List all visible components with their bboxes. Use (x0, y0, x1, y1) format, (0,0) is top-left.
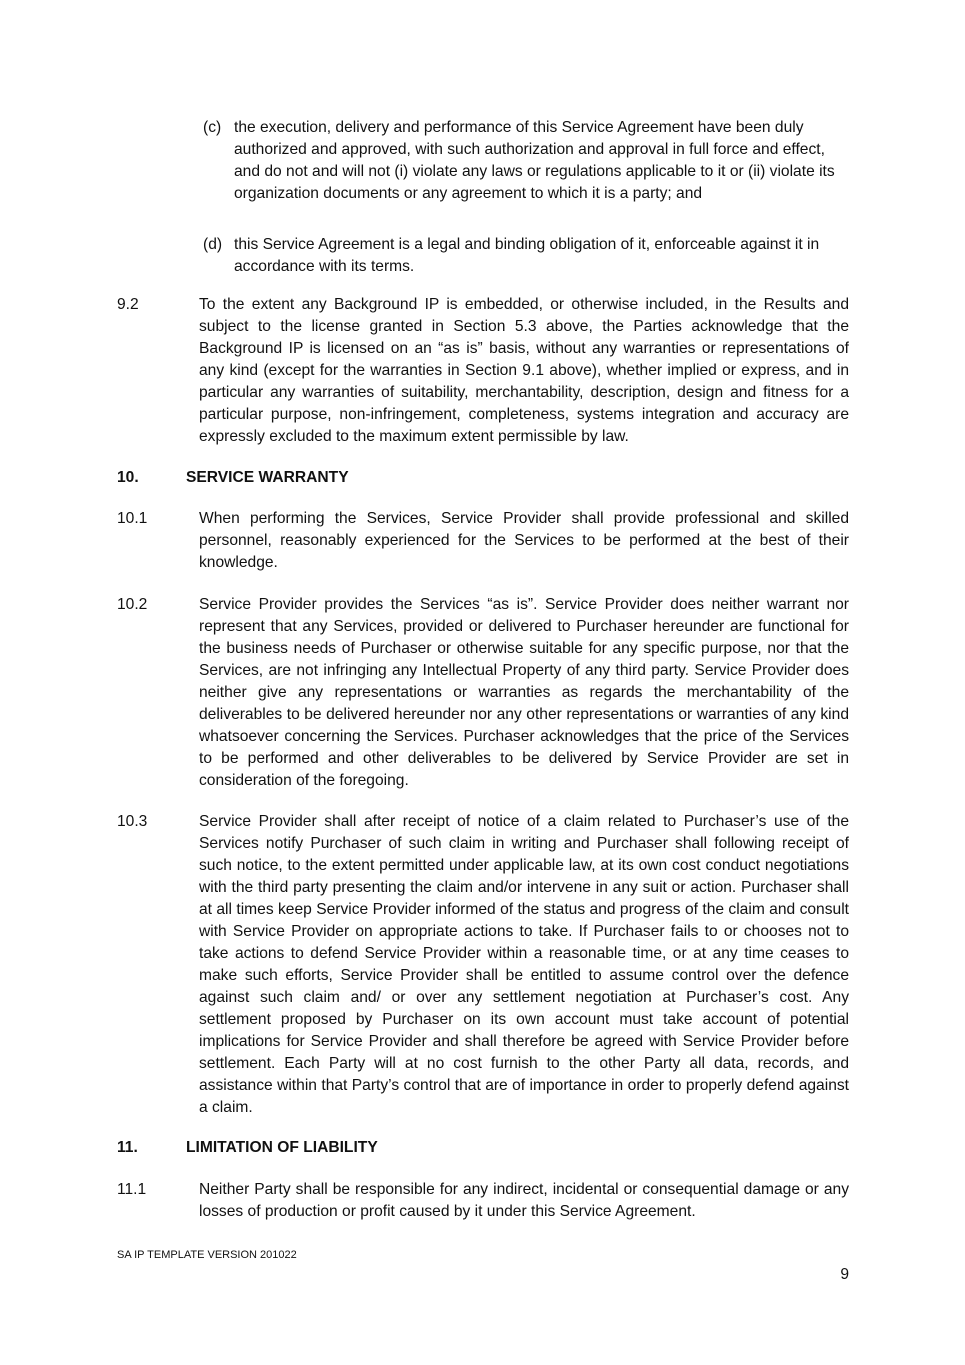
clause-11-1 (117, 1179, 849, 1223)
clause-10-1 (117, 508, 849, 574)
clause-number: 10.3 (117, 813, 148, 830)
clause-10-2 (117, 594, 849, 792)
section-number: 10. (117, 469, 139, 486)
list-item-text: the execution, delivery and performance of this Service Agreement have been duly authorized and approved, with such authorization and approval in full force and effect, and do not and will not (i) violate any laws or regulations applicable to it or (ii) violate its organization documents or any agreement to which it is a party; and (234, 119, 835, 202)
list-item-d (203, 234, 849, 278)
clause-text: To the extent any Background IP is embedded, or otherwise included, in the Results and subject to the license granted in Section 5.3 above, the Parties acknowledge that the Background IP is licensed on an “as is” basis, without any warranties or representations of any kind (except for the warranties in Section 9.1 above), whether implied or express, and in particular any warranties of suitability, merchantability, description, design and fitness for a particular purpose, non-infringement, completeness, systems integration and accuracy are expressly excluded to the maximum extent permissible by law. (199, 296, 849, 445)
clause-10-3 (117, 811, 849, 1119)
section-title: SERVICE WARRANTY (186, 469, 349, 486)
clause-number: 9.2 (117, 296, 139, 313)
section-heading-11 (117, 1137, 378, 1159)
clause-text: When performing the Services, Service Provider shall provide professional and skilled personnel, reasonably experienced for the Services to be performed at the best of their knowledge. (199, 510, 849, 571)
clause-text: Neither Party shall be responsible for any indirect, incidental or consequential damage or any losses of production or profit caused by it under this Service Agreement. (199, 1181, 849, 1220)
clause-number: 10.1 (117, 510, 148, 527)
section-number: 11. (117, 1139, 138, 1156)
list-item-label: (c) (203, 119, 222, 136)
clause-text: Service Provider provides the Services “as is”. Service Provider does neither warrant nor represent that any Services, provided or delivered to Purchaser hereunder are functional for the business needs of Purchaser or otherwise suitable for any specific purpose, nor that the Services, are not infringing any Intellectual Property of any third party. Service Provider does neither give any representations or warranties as regards the merchantability of the deliverables to be delivered hereunder nor any other representations or warranties of any kind whatsoever concerning the Services. Purchaser acknowledges that the price of the Services to be performed and other deliverables to be delivered by Service Provider are set in consideration of the foregoing. (199, 596, 849, 789)
section-title: LIMITATION OF LIABILITY (186, 1139, 378, 1156)
list-item-text: this Service Agreement is a legal and binding obligation of it, enforceable against it in accordance with its terms. (234, 236, 820, 275)
clause-number: 10.2 (117, 596, 148, 613)
section-heading-10 (117, 467, 349, 489)
clause-9-2 (117, 294, 849, 448)
clause-number: 11.1 (117, 1181, 147, 1198)
page-number: 9 (840, 1266, 849, 1283)
list-item-label: (d) (203, 236, 223, 253)
list-item-c (203, 117, 849, 205)
clause-text: Service Provider shall after receipt of notice of a claim related to Purchaser’s use of the Services notify Purchaser of such claim in writing and Purchaser shall following receipt of such notice, to the extent permitted under applicable law, at its own cost conduct negotiations with the third party presenting the claim and/or intervene in any suit or action. Purchaser shall at all times keep Service Provider informed of the status and progress of the claim and consult with Service Provider on appropriate actions to take. If Purchaser fails to or chooses not to take actions to defend Service Provider within a reasonable time, or at any time ceases to make such efforts, Service Provider shall be entitled to assume control over the defence against such claim and/ or over any settlement negotiation at Purchaser’s cost. Any settlement proposed by Purchaser on its own account must take account of potential implications for Service Provider and shall therefore be agreed with Service Provider before settlement. Each Party will at no cost furnish to the other Party all data, records, and assistance within that Party’s control that are of importance in order to properly defend against a claim. (199, 813, 849, 1116)
footer-version: SA IP TEMPLATE VERSION 201022 (117, 1249, 297, 1261)
